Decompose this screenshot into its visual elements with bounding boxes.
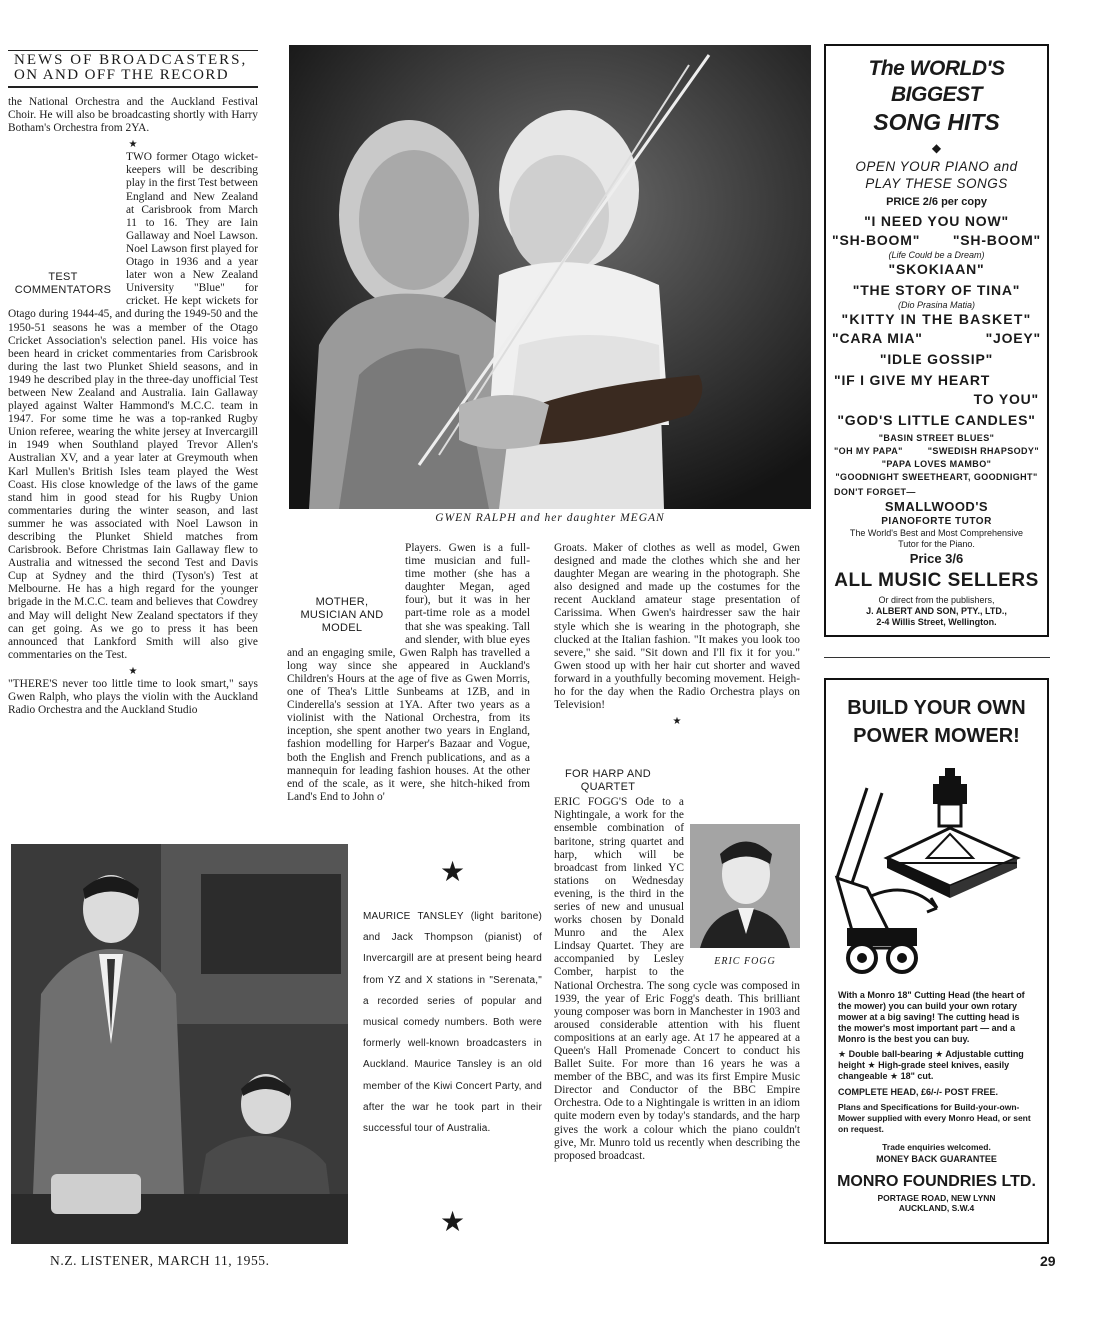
photo-caption: GWEN RALPH and her daughter MEGAN [435,512,665,524]
ad-power-mower: BUILD YOUR OWN POWER MOWER! With a Monro 18" Cutting Head (the heart of the mower) you can build your own rotary mower at a big saving! The cutting head is the mower's most important part — and a Monro is the best you can buy. ★ Double ball-bearing ★ Adjustable cutting height ★ High-grade steel knives, easily changeable ★ 18" cut. COMPLETE HEAD, £6/-/- POST FREE. Plans and Specifications for Build-your-own-Mower supplied with every Monro Head, or sent on request. Trade enquiries welcomed. MONEY BACK GUARANTEE MONRO FOUNDRIES LTD. PORTAGE ROAD, NEW LYNN AUCKLAND, S.W.4 [824,678,1049,1244]
side-heading: MOTHER, MUSICIAN AND MODEL [300,596,384,634]
mower-illustration [826,758,1047,990]
mower-drawing [827,758,1047,990]
portrait-illustration [690,824,800,948]
star-separator: ★ [128,139,138,151]
ad-title: The WORLD'S BIGGEST [868,57,1005,106]
ad-song-hits: The WORLD'S BIGGEST SONG HITS ◆ OPEN YOUR PIANO and PLAY THESE SONGS PRICE 2/6 per copy "I NEED YOU NOW" "SH-BOOM" "SH-BOOM" (Life Could be a Dream) "SKOKIAAN" "THE STORY OF TINA" (Dio Prasina Matia) "KITTY IN THE BASKET" "CARA MIA" "JOEY" "IDLE GOSSIP" "IF I GIVE MY HEART TO YOU" "GOD'S LITTLE CANDLES" "BASIN STREET BLUES" "OH MY PAPA" "SWEDISH RHAPSODY" "PAPA LOVES MAMBO" "GOODNIGHT SWEETHEART, GOODNIGHT" DON'T FORGET— SMALLWOOD'S PIANOFORTE TUTOR The World's Best and Most Comprehensive Tutor for the Piano. Price 3/6 ALL MUSIC SELLERS Or direct from the publishers, J. ALBERT AND SON, PTY., LTD., 2-4 Willis Street, Wellington. [824,44,1049,637]
section-subtitle: ON AND OFF THE RECORD [14,67,229,83]
star-separator: ★ [672,716,682,728]
star-icon: ★ [439,1207,466,1238]
fogg-photo [690,824,800,966]
star-separator: ★ [128,665,138,677]
column-1 [8,96,258,836]
tansley-item [355,858,550,1243]
section-title: NEWS OF BROADCASTERS, [14,52,248,68]
side-heading: TEST COMMENTATORS [14,271,112,297]
paragraph-commentators: TEST COMMENTATORS TWO former Otago wicket-keepers will be describing play in the first Test between England and New Zealand at Carisbrook from March 11 to 16. They are Iain Gallaway and Noel Lawson. Noel Lawson first played for Otago in 1936 and a year later won a New Zealand University "Blue" for cricket. He kept wickets for Otago during 1944-45, and during the 1949-50 and the 1950-51 seasons he was a member of the Otago Cricket Association's selection panel. His voice has been heard in cricket commentaries from Carisbrook during the last two Plunket Shield seasons, and in 1949 he described play in the three-day unofficial Test between New Zealand and Australia. Iain Gallaway played against Walter Hammond's M.C.C. team in 1947. For some time he was a top-ranked Rugby Union referee, wearing the white jersey at Invercargill in 1949 when Southland played Trevor Allen's Australian XV, and a year later at Greymouth when Karl Mullen's British Isles team played the West Coast. His close knowledge of the laws of the game stand him in good stead for his Rugby Union commentaries during the winter season, and last summer he was associated with Noel Lawson in describing the Plunket Shield matches from Carisbrook. Before Christmas Iain Gallaway flew to Australia and witnessed the second Test and Davis Cup at Sydney and the third (Tyson's) Test at Melbourne. He has a high regard for the younger brigade in the M.C.C. team and believes that Cowdrey and May will delight New Zealand spectators if they can get going. As we go to press it has been announced that Lankford Smith will also give commentaries on the Test. [8,151,258,661]
ad-title-2: SONG HITS [873,109,1000,135]
star-icon: ★ [439,857,466,888]
photo-illustration [11,844,348,1244]
paragraph: Groats. Maker of clothes as well as model, Gwen designed and made the clothes which she and her daughter Megan are wearing in the photograph. She also designed and made up the costumes for the recent Auckland amateur stage presentation of Carissima. When Gwen's hairdresser saw the hair style which she is wearing in the photograph, she clucked at the Italian fashion. "It makes you look too severe," she said. "Sit down and I'll fix it for you." Gwen stood up with her hair cut shorter and waved forward in a youthfully becoming movement. Heigh-ho for the day when the Radio Orchestra plays on Television! [554,542,800,712]
footer-issue: N.Z. LISTENER, MARCH 11, 1955. [50,1253,270,1268]
column-2 [287,542,530,838]
column-3 [554,542,800,1247]
divider [824,657,1050,658]
paragraph: the National Orchestra and the Auckland Festival Choir. He will also be broadcasting shortly with Harry Botham's Orchestra from 2YA. [8,96,258,135]
side-heading: FOR HARP AND QUARTET [565,768,651,794]
diamond-icon: ◆ [931,141,942,155]
photo-gwen-and-megan [289,45,811,509]
paragraph-fogg: FOR HARP AND QUARTET ERIC FOGG ERIC FOGG'S Ode to a Nightingale, a work for the ensemble combination of baritone, string quartet and harp, which will be broadcast from linked YC stations on Wednesday evening, is the third in the series of new and unusual works chosen by Donald Munro and the Alex Lindsay Quartet. They are accompanied by Lesley Comber, harpist to the National Orchestra. The song cycle was composed in 1939, the year of Eric Fogg's death. This brilliant young composer was born in Manchester in 1903 and aroused considerable attention with his fluent compositions at an early age. At 17 he appeared at a Queen's Hall Promenade Concert to conduct his Ballet Suite. For more than 16 years he was a member of the BBC, and was its first Empire Music Director and Conductor of the BBC Empire Orchestra. Ode to a Nightingale is written in an idiom quite modern even by today's standards, and the harp gives the work a colour which the piano couldn't give, Mr. Munro told us recently when describing the proposed broadcast. [554,768,800,1162]
page-number: 29 [1040,1253,1056,1269]
photo-illustration [289,45,811,509]
tansley-text: MAURICE TANSLEY (light baritone) and Jack Thompson (pianist) of Invercargill are at present being heard from YZ and X stations in "Serenata," a recorded series of popular and musical comedy numbers. Both were formerly well-known broadcasters in Auckland. Maurice Tansley is an old member of the Kiwi Concert Party, and after the war he took part in their successful tour of Australia. [363,911,542,1135]
paragraph-gwen: MOTHER, MUSICIAN AND MODEL Players. Gwen is a full-time musician and full-time mother (she has a daughter Megan, aged four), but it was in her part-time role as a model that she was speaking. Tall and slender, with blue eyes and an engaging smile, Gwen Ralph has travelled a long way since she appeared in Auckland's Children's Hours at the age of five as Gwen Morris, one of Thea's Little Sunbeams at 1ZB, and in Cinderella's session at 1YA. After two years as a violinist with the National Orchestra, from its inception, she spent another two years in England, fashion modelling for Harper's Bazaar and Vogue, both the English and French publications, and as a mannequin for leading fashion houses. At the other end of the scale, as it were, she hitch-hiked from Land's End to John o' [287,542,530,803]
photo-tansley-and-thompson [11,844,348,1244]
paragraph: "THERE'S never too little time to look smart," says Gwen Ralph, who plays the violin with the Auckland Radio Orchestra and the Auckland Studio [8,677,258,717]
fogg-caption: ERIC FOGG [714,956,776,968]
